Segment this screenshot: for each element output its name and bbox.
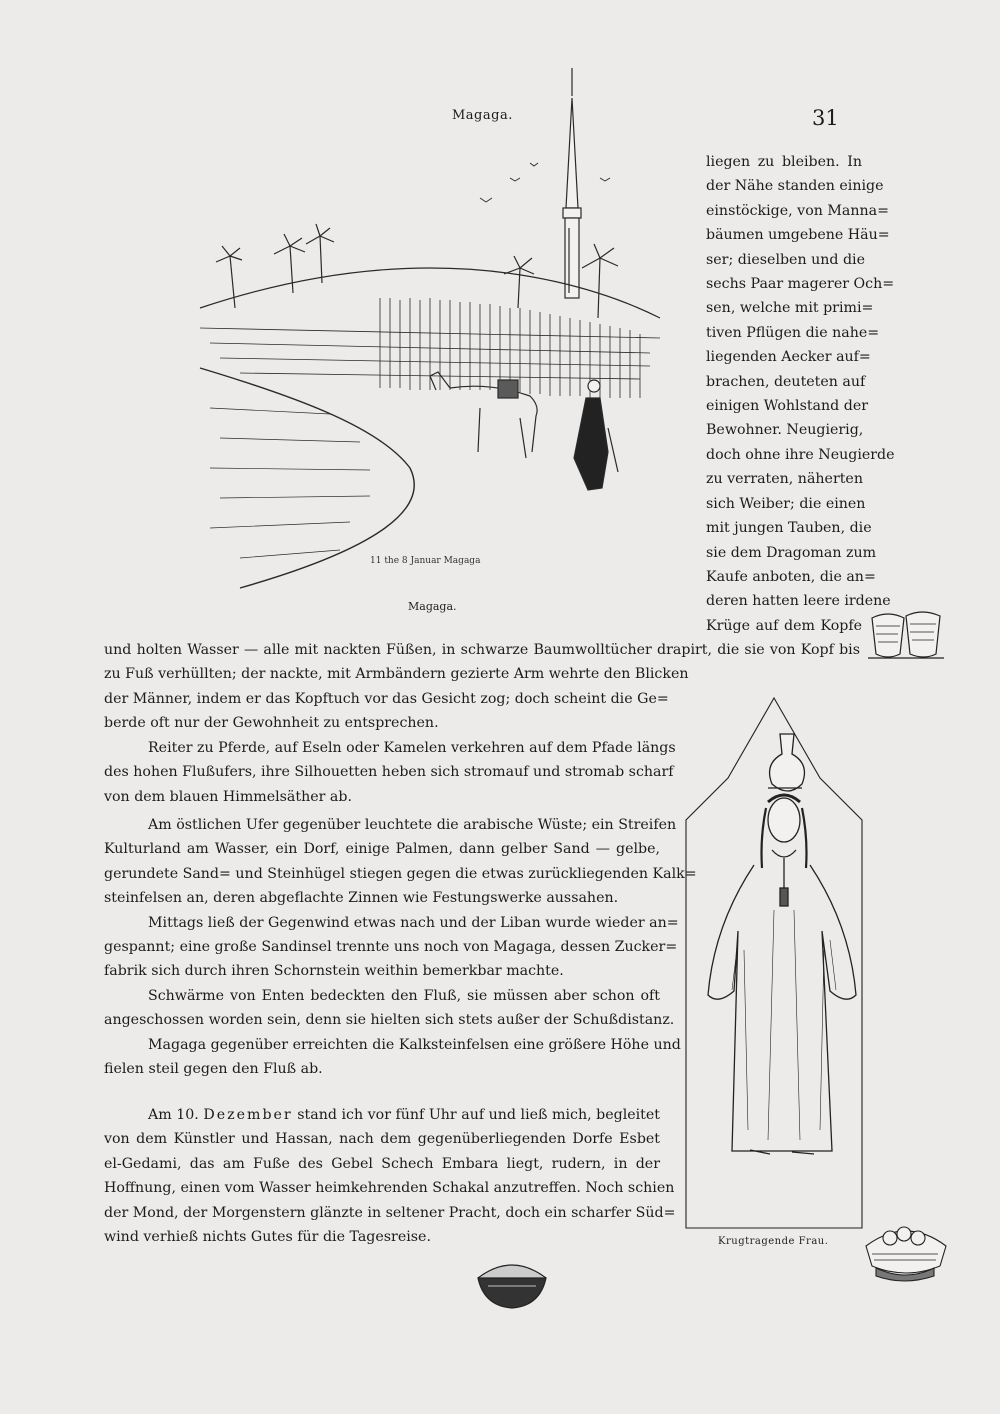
text-line: fabrik sich durch ihren Schornstein weithin bemerkbar machte. bbox=[104, 963, 564, 980]
text-line: Krüge auf dem Kopfe bbox=[706, 617, 862, 634]
top-illustration-caption: Magaga. bbox=[408, 600, 457, 613]
text-fragment: Am 10. bbox=[148, 1107, 199, 1123]
text-line: brachen, deuteten auf bbox=[706, 373, 866, 390]
text-line: Schwärme von Enten bedeckten den Fluß, sie müssen aber schon oft bbox=[148, 987, 660, 1004]
right-illustration-caption: Krugtragende Frau. bbox=[718, 1236, 829, 1247]
text-line: Am östlichen Ufer gegenüber leuchtete die arabische Wüste; ein Streifen bbox=[148, 817, 677, 834]
fruit-basket-vignette bbox=[860, 1216, 950, 1288]
final-paragraph bbox=[104, 1103, 676, 1249]
text-line: Hoffnung, einen vom Wasser heimkehrenden Schakal anzutreffen. Noch schien bbox=[104, 1180, 675, 1197]
text-line: tiven Pflügen die nahe= bbox=[706, 324, 880, 341]
full-width-text bbox=[104, 638, 860, 687]
text-line: des hohen Flußufers, ihre Silhouetten heben sich stromauf und stromab scharf bbox=[104, 764, 674, 781]
text-line: Kaufe anboten, die an= bbox=[706, 568, 876, 585]
baskets-drawing bbox=[868, 608, 944, 662]
text-line: sechs Paar magerer Och= bbox=[706, 276, 895, 293]
text-line: sie dem Dragoman zum bbox=[706, 544, 877, 561]
right-column-text bbox=[706, 150, 895, 638]
text-line: einigen Wohlstand der bbox=[706, 398, 868, 415]
fruit-basket-drawing bbox=[860, 1216, 950, 1288]
text-line: gespannt; eine große Sandinsel trennte uns noch von Magaga, dessen Zucker= bbox=[104, 939, 678, 956]
text-line: angeschossen worden sein, denn sie hielten sich stets außer der Schußdistanz. bbox=[104, 1012, 675, 1029]
text-fragment: stand ich vor fünf Uhr auf und ließ mich, begleitet bbox=[297, 1107, 660, 1123]
text-line: mit jungen Tauben, die bbox=[706, 520, 872, 537]
text-line: wind verhieß nichts Gutes für die Tagesreise. bbox=[104, 1229, 431, 1246]
baskets-vignette bbox=[868, 608, 944, 662]
text-line: bäumen umgebene Häu= bbox=[706, 227, 890, 244]
paragraph bbox=[104, 687, 669, 736]
text-line: der Männer, indem er das Kopftuch vor das Gesicht zog; doch scheint die Ge= bbox=[104, 691, 669, 707]
text-line: zu Fuß verhüllten; der nackte, mit Armbändern gezierte Arm wehrte den Blicken bbox=[104, 666, 689, 683]
magaga-landscape-illustration bbox=[180, 68, 670, 598]
donkey-figure bbox=[430, 372, 537, 458]
text-line: Mittags ließ der Gegenwind etwas nach und der Liban wurde wieder an= bbox=[148, 914, 679, 931]
artist-signature: 11 the 8 Januar Magaga bbox=[370, 556, 481, 566]
paragraph bbox=[104, 984, 675, 1033]
running-title: Magaga. bbox=[452, 108, 513, 123]
bowl-drawing bbox=[474, 1256, 550, 1312]
text-line: von dem blauen Himmelsäther ab. bbox=[104, 788, 352, 805]
text-line: sich Weiber; die einen bbox=[706, 495, 866, 512]
text-line: der Nähe standen einige bbox=[706, 178, 884, 195]
text-line: liegenden Aecker auf= bbox=[706, 349, 871, 366]
text-line: gerundete Sand= und Steinhügel stiegen gegen die etwas zurückliegenden Kalk= bbox=[104, 865, 697, 882]
jug-carrying-woman-illustration bbox=[684, 690, 864, 1230]
text-line: der Mond, der Morgenstern glänzte in seltener Pracht, doch ein scharfer Süd= bbox=[104, 1204, 676, 1221]
text-line: fielen steil gegen den Fluß ab. bbox=[104, 1061, 323, 1078]
spaced-word: Dezember bbox=[203, 1107, 293, 1123]
paragraph bbox=[104, 736, 676, 809]
text-line: zu verraten, näherten bbox=[706, 471, 863, 488]
text-line: steinfelsen an, deren abgeflachte Zinnen wie Festungswerke aussahen. bbox=[104, 890, 619, 907]
text-line: einstöckige, von Manna= bbox=[706, 202, 889, 219]
robed-man-figure bbox=[574, 380, 618, 490]
text-line bbox=[104, 1103, 660, 1127]
paragraph bbox=[104, 813, 697, 911]
text-line: berde oft nur der Gewohnheit zu entsprechen. bbox=[104, 715, 439, 732]
palm-trees bbox=[216, 224, 618, 318]
paragraph bbox=[104, 1033, 681, 1082]
page-number: 31 bbox=[812, 106, 839, 130]
text-line: deren hatten leere irdene bbox=[706, 593, 891, 610]
text-line: Bewohner. Neugierig, bbox=[706, 422, 864, 439]
bowl-vignette bbox=[474, 1256, 550, 1312]
landscape-drawing bbox=[180, 68, 670, 598]
text-line: doch ohne ihre Neugierde bbox=[706, 446, 895, 463]
paragraph bbox=[104, 911, 679, 984]
text-line: ser; dieselben und die bbox=[706, 251, 865, 268]
text-line: el-Gedami, das am Fuße des Gebel Schech Embara liegt, rudern, in der bbox=[104, 1155, 660, 1172]
text-line: von dem Künstler und Hassan, nach dem gegenüberliegenden Dorfe Esbet bbox=[104, 1131, 660, 1148]
body-paragraphs bbox=[104, 687, 697, 1082]
text-line: Reiter zu Pferde, auf Eseln oder Kamelen verkehren auf dem Pfade längs bbox=[148, 739, 676, 756]
text-line: Magaga gegenüber erreichten die Kalksteinfelsen eine größere Höhe und bbox=[148, 1036, 681, 1053]
woman-drawing bbox=[684, 690, 864, 1230]
text-line: sen, welche mit primi= bbox=[706, 300, 874, 317]
text-line: und holten Wasser — alle mit nackten Füßen, in schwarze Baumwolltücher drapirt, die sie von Kopf bis bbox=[104, 642, 860, 658]
text-line: liegen zu bleiben. In bbox=[706, 154, 862, 170]
text-line: Kulturland am Wasser, ein Dorf, einige Palmen, dann gelber Sand — gelbe, bbox=[104, 841, 660, 858]
